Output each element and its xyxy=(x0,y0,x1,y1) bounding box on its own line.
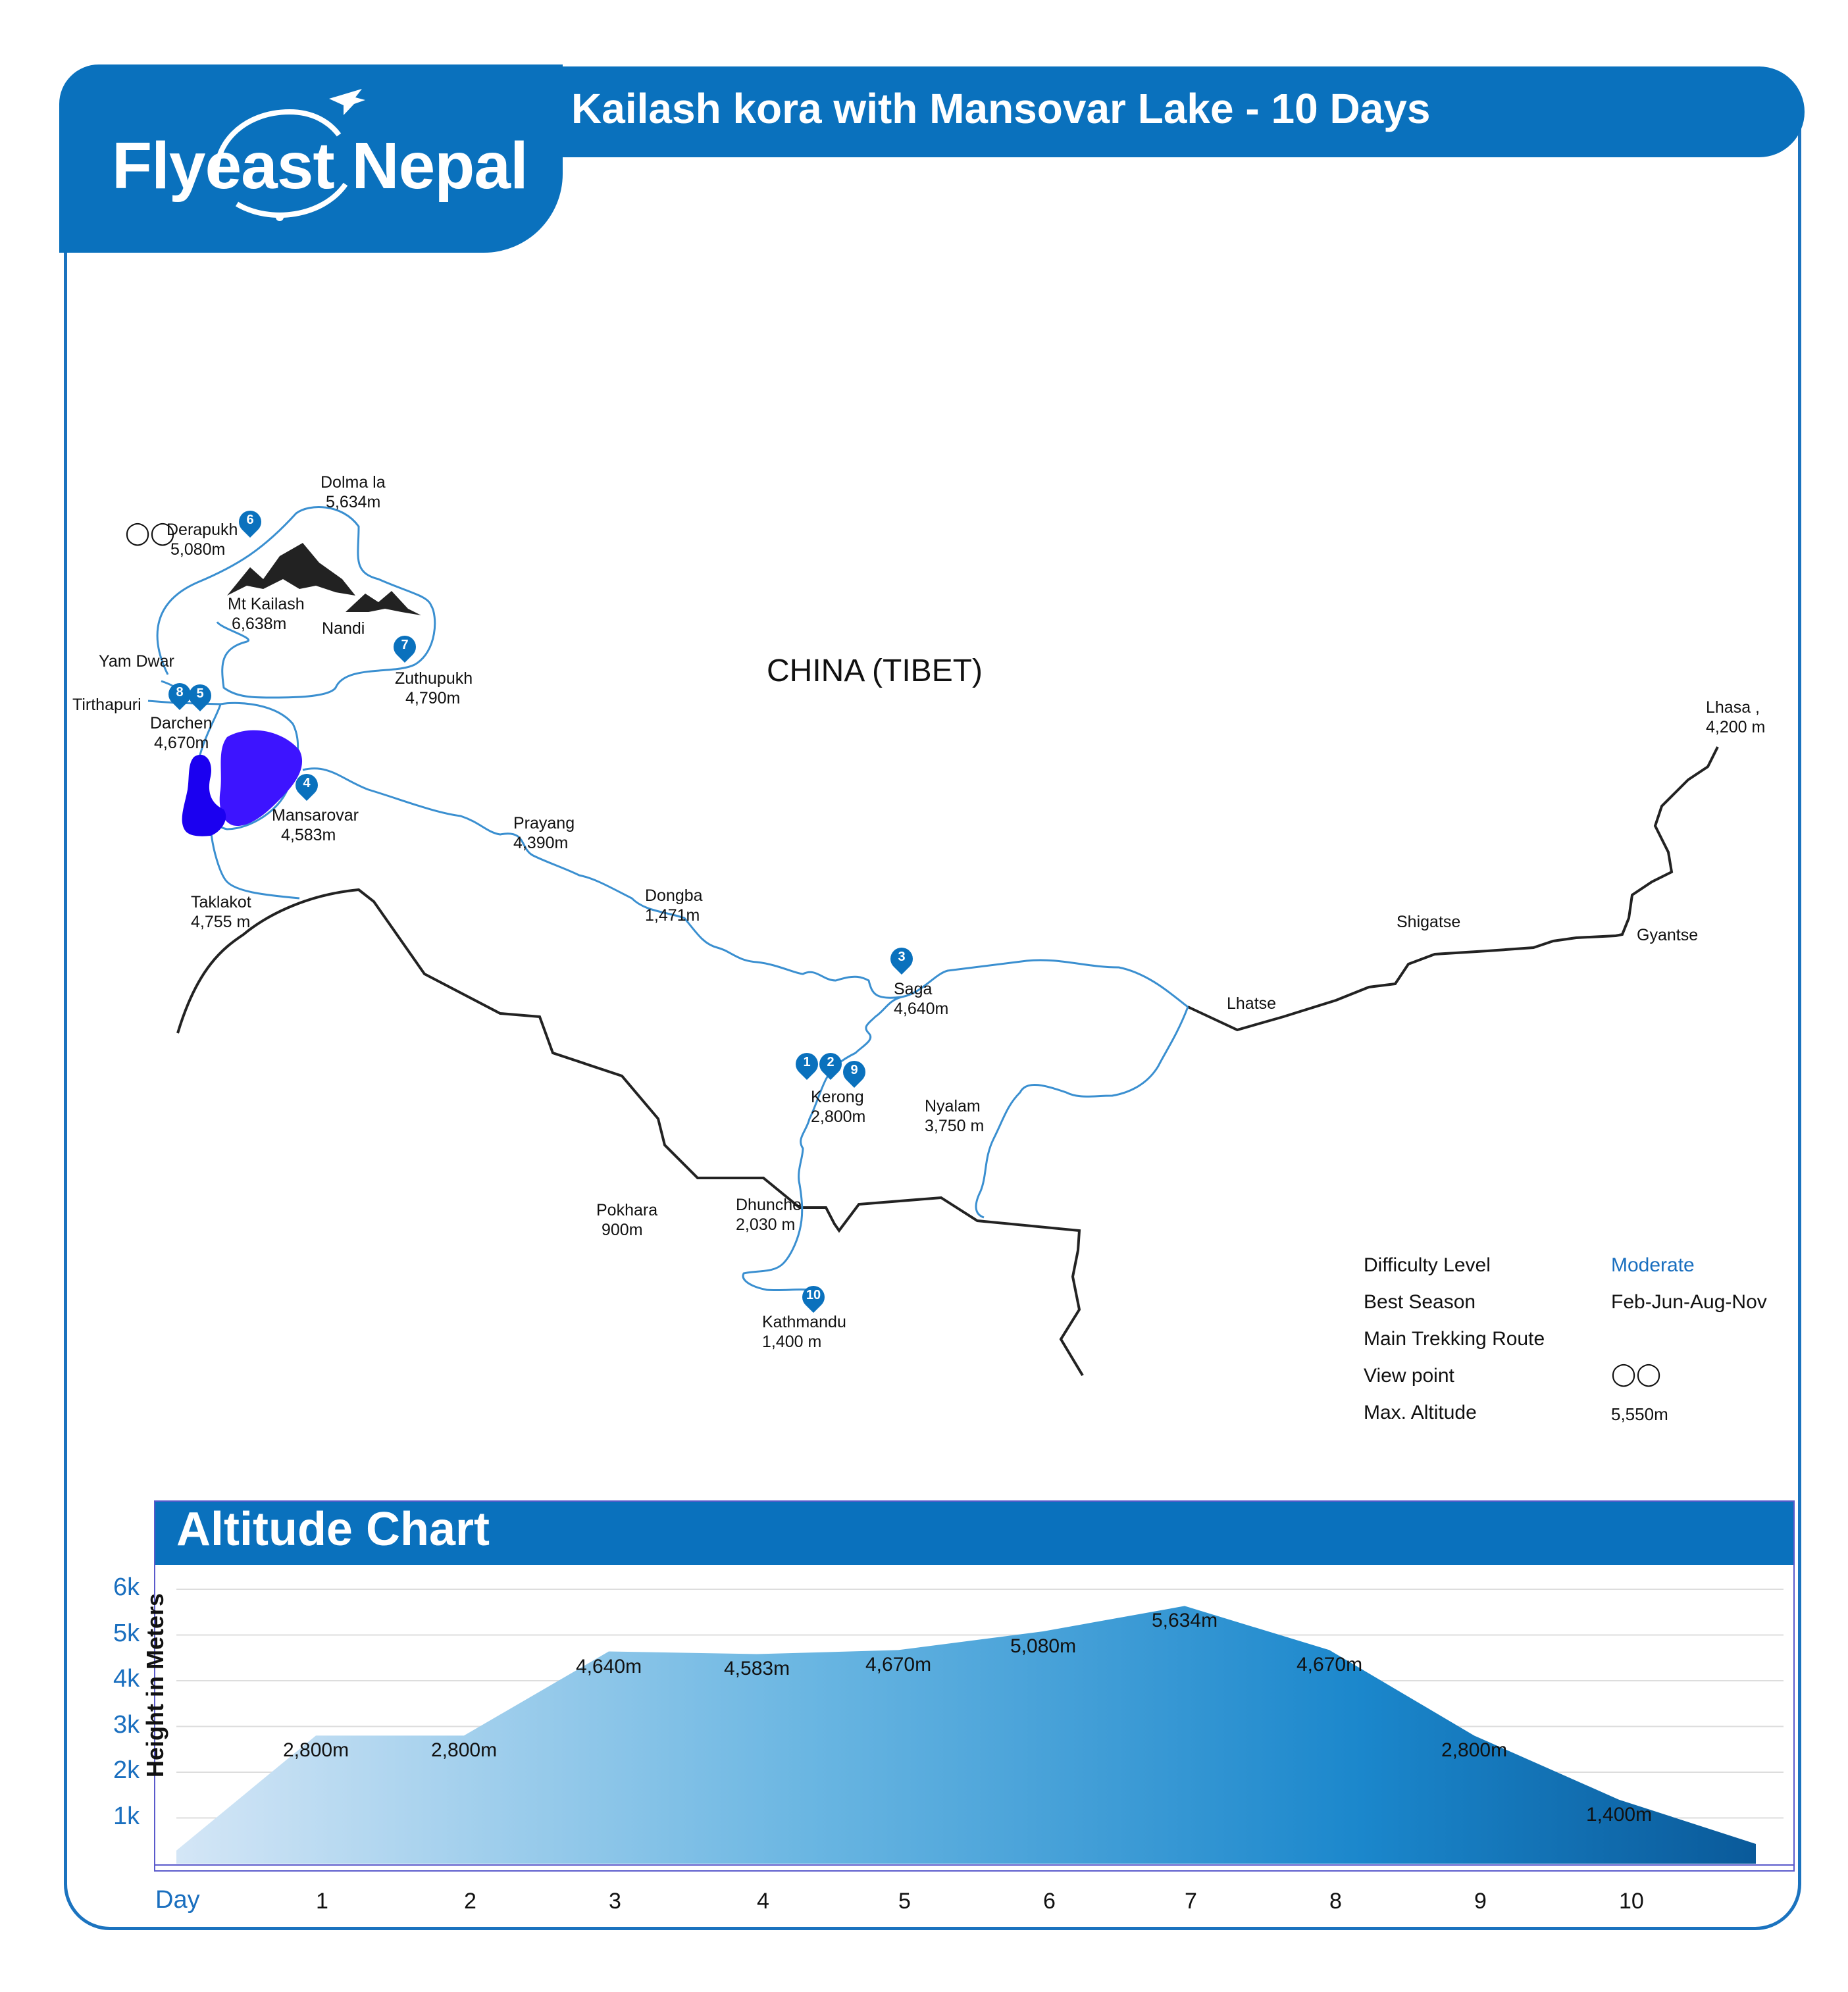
place-derapukh: Derapukh 5,080m xyxy=(167,521,238,559)
x-tick-label: 9 xyxy=(1474,1889,1487,1914)
place-shigatse: Shigatse xyxy=(1397,913,1461,931)
altitude-area xyxy=(176,1606,1756,1864)
page-title: Kailash kora with Mansovar Lake - 10 Days xyxy=(571,85,1431,132)
day-marker-4: 4 xyxy=(295,774,318,805)
place-dolma: Dolma la 5,634m xyxy=(321,473,386,511)
x-tick-label: 8 xyxy=(1329,1889,1342,1914)
x-tick-label: 5 xyxy=(898,1889,911,1914)
legend-difficulty-value: Moderate xyxy=(1611,1254,1695,1276)
place-saga: Saga 4,640m xyxy=(894,980,949,1018)
day-marker-3: 3 xyxy=(890,948,913,979)
place-lhasa: Lhasa , 4,200 m xyxy=(1706,698,1766,736)
place-zuthupukh: Zuthupukh 4,790m xyxy=(395,669,473,707)
y-tick-label: 2k xyxy=(113,1756,140,1784)
x-tick-label: 10 xyxy=(1619,1889,1644,1914)
day-marker-10: 10 xyxy=(802,1286,825,1317)
data-label: 5,634m xyxy=(1152,1610,1218,1632)
place-dongba: Dongba 1,471m xyxy=(645,886,703,925)
data-label: 5,080m xyxy=(1010,1635,1077,1657)
y-tick-label: 4k xyxy=(113,1665,140,1693)
place-taklakot: Taklakot 4,755 m xyxy=(191,893,251,931)
place-gyantse: Gyantse xyxy=(1637,926,1699,944)
legend-season-label: Best Season xyxy=(1364,1291,1476,1313)
place-nandi: Nandi xyxy=(322,619,365,638)
place-dhunche: Dhunche 2,030 m xyxy=(736,1196,802,1234)
data-label: 4,670m xyxy=(865,1654,932,1676)
x-tick-label: 4 xyxy=(757,1889,769,1914)
place-mansarovar: Mansarovar 4,583m xyxy=(272,806,359,844)
place-kailash: Mt Kailash 6,638m xyxy=(228,595,305,633)
day-marker-9: 9 xyxy=(843,1061,865,1092)
legend-viewpoint-label: View point xyxy=(1364,1365,1454,1387)
legend-maxalt-value: 5,550m xyxy=(1611,1404,1668,1424)
brand-name: Flyeast Nepal xyxy=(112,129,528,203)
legend-binoculars-icon: ◯◯ xyxy=(1611,1362,1662,1387)
day-marker-6: 6 xyxy=(239,511,261,542)
country-label: CHINA (TIBET) xyxy=(767,653,983,688)
y-tick-label: 3k xyxy=(113,1710,140,1739)
day-marker-1: 1 xyxy=(796,1053,818,1085)
chart-y-axis-label: Height in Meters xyxy=(141,1593,169,1778)
place-pokhara: Pokhara 900m xyxy=(596,1201,658,1239)
data-label: 2,800m xyxy=(431,1739,498,1762)
legend-maxalt-label: Max. Altitude xyxy=(1364,1402,1477,1423)
x-tick-label: 3 xyxy=(609,1889,621,1914)
y-tick-label: 6k xyxy=(113,1573,140,1601)
binoculars-icon: ◯◯ xyxy=(125,521,176,546)
legend-season-value: Feb-Jun-Aug-Nov xyxy=(1611,1291,1767,1313)
y-tick-label: 1k xyxy=(113,1802,140,1830)
legend-difficulty-label: Difficulty Level xyxy=(1364,1254,1491,1276)
data-label: 4,670m xyxy=(1296,1654,1363,1676)
place-darchen: Darchen 4,670m xyxy=(150,714,213,752)
place-kerong: Kerong 2,800m xyxy=(811,1088,866,1126)
place-lhatse: Lhatse xyxy=(1227,994,1277,1013)
place-yamdwar: Yam Dwar xyxy=(99,652,174,671)
place-tirthapuri: Tirthapuri xyxy=(72,696,141,714)
place-prayang: Prayang 4,390m xyxy=(513,814,575,852)
x-tick-label: 2 xyxy=(464,1889,476,1914)
data-label: 1,400m xyxy=(1586,1803,1653,1826)
chart-title: Altitude Chart xyxy=(176,1503,490,1556)
legend-route-label: Main Trekking Route xyxy=(1364,1328,1545,1350)
data-label: 2,800m xyxy=(1441,1739,1508,1762)
data-label: 4,640m xyxy=(576,1655,642,1677)
place-nyalam: Nyalam 3,750 m xyxy=(925,1097,985,1135)
data-label: 4,583m xyxy=(724,1658,790,1680)
day-marker-2: 2 xyxy=(819,1053,842,1085)
day-marker-8: 8 xyxy=(168,683,191,715)
day-marker-7: 7 xyxy=(394,636,416,667)
day-marker-5: 5 xyxy=(189,684,211,716)
x-tick-label: 7 xyxy=(1185,1889,1197,1914)
chart-x-axis-label: Day xyxy=(155,1886,200,1914)
y-tick-label: 5k xyxy=(113,1619,140,1647)
place-kathmandu: Kathmandu 1,400 m xyxy=(762,1313,846,1351)
x-tick-label: 1 xyxy=(316,1889,328,1914)
x-tick-label: 6 xyxy=(1043,1889,1056,1914)
data-label: 2,800m xyxy=(283,1739,349,1762)
